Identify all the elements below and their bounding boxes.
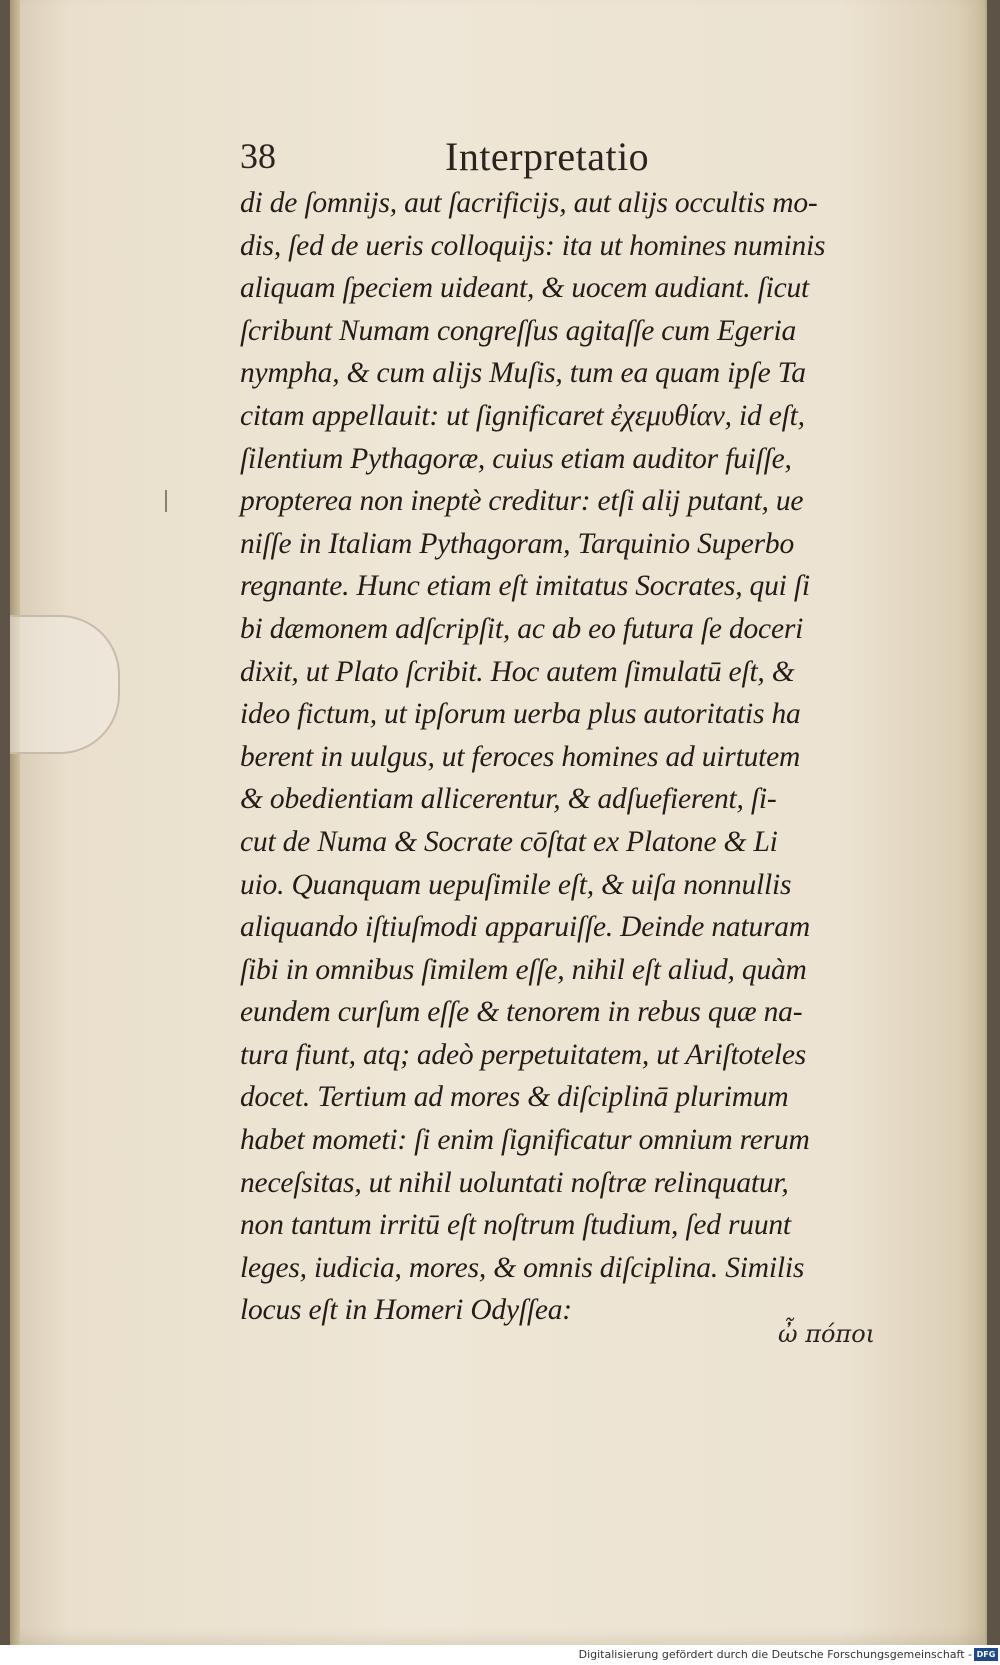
text-line: nympha, & cum alijs Muſis, tum ea quam ipſe Ta: [240, 357, 806, 390]
catchword: ὦ πόποι: [778, 1320, 876, 1348]
page-number: 38: [240, 136, 276, 176]
text-line: uio. Quanquam uериſimile eſt, & uiſa nonnullis: [240, 868, 792, 901]
text-line: dixit, ut Plato ſcribit. Hoc autem ſimulatū eſt, &: [240, 655, 795, 688]
text-line: cut de Numa & Socrate cōſtat ex Platone & Li: [240, 825, 778, 858]
page-header: [240, 135, 890, 185]
text-line: ſcribunt Numam congreſſus agitaſſe cum Egeria: [240, 314, 797, 347]
text-line: dis, ſed de ueris colloquijs: ita ut homines numinis: [240, 229, 826, 262]
text-line: neceſsitas, ut nihil uoluntati noſtræ relinquatur,: [240, 1166, 789, 1199]
page-clip: [10, 615, 120, 754]
body-text: [240, 182, 900, 1332]
book-page: [10, 0, 987, 1645]
text-line: & obedientiam allicerentur, & adſuefierent, ſi-: [240, 783, 777, 816]
text-line: eundem curſum eſſe & tenorem in rebus quæ na-: [240, 996, 803, 1029]
text-line: aliquando iſtiuſmodi apparuiſſe. Deinde naturam: [240, 911, 810, 944]
text-line: ſibi in omnibus ſimilem eſſe, nihil eſt aliud, quàm: [240, 953, 807, 986]
text-line: ideo fictum, ut ipſorum uerba plus autoritatis ha: [240, 698, 801, 731]
text-line: regnante. Hunc etiam eſt imitatus Socrates, qui ſi: [240, 570, 810, 603]
text-line: tura fiunt, atq; adeò perpetuitatem, ut Ariſtoteles: [240, 1038, 807, 1071]
dfg-logo-icon: DFG: [974, 1648, 998, 1661]
text-line: docet. Tertium ad mores & diſciplinā plurimum: [240, 1081, 789, 1114]
text-line: habet mometi: ſi enim ſignificatur omnium rerum: [240, 1124, 810, 1157]
text-line: leges, iudicia, mores, & omnis diſciplina. Similis: [240, 1251, 805, 1284]
page-mark: [165, 490, 167, 512]
text-line: ſilentium Pythagoræ, cuius etiam auditor fuiſſe,: [240, 442, 792, 475]
page-stack-edge: [10, 0, 20, 1645]
text-line: citam appellauit: ut ſignificaret ἐχεμυθίαν, id eſt,: [240, 399, 805, 432]
text-line: propterea non ineptè creditur: etſi alij putant, ue: [240, 485, 804, 518]
running-title: Interpretatio: [445, 134, 650, 179]
text-line: niſſe in Italiam Pythagoram, Tarquinio Superbo: [240, 527, 795, 560]
text-line: aliquam ſpeciem uideant, & uocem audiant. ſicut: [240, 272, 810, 305]
text-line: berent in uulgus, ut feroces homines ad uirtutem: [240, 740, 801, 773]
funding-credit: Digitalisierung gefördert durch die Deutsche Forschungsgemeinschaft -: [578, 1648, 972, 1661]
text-line: non tantum irritū eſt noſtrum ſtudium, ſed ruunt: [240, 1209, 791, 1242]
text-line: locus eſt in Homeri Odyſſea:: [240, 1294, 572, 1327]
text-line: bi dæmonem adſcripſit, ac ab eo futura ſe doceri: [240, 612, 804, 645]
text-line: di de ſomnijs, aut ſacrificijs, aut alijs occultis mo-: [240, 187, 818, 219]
